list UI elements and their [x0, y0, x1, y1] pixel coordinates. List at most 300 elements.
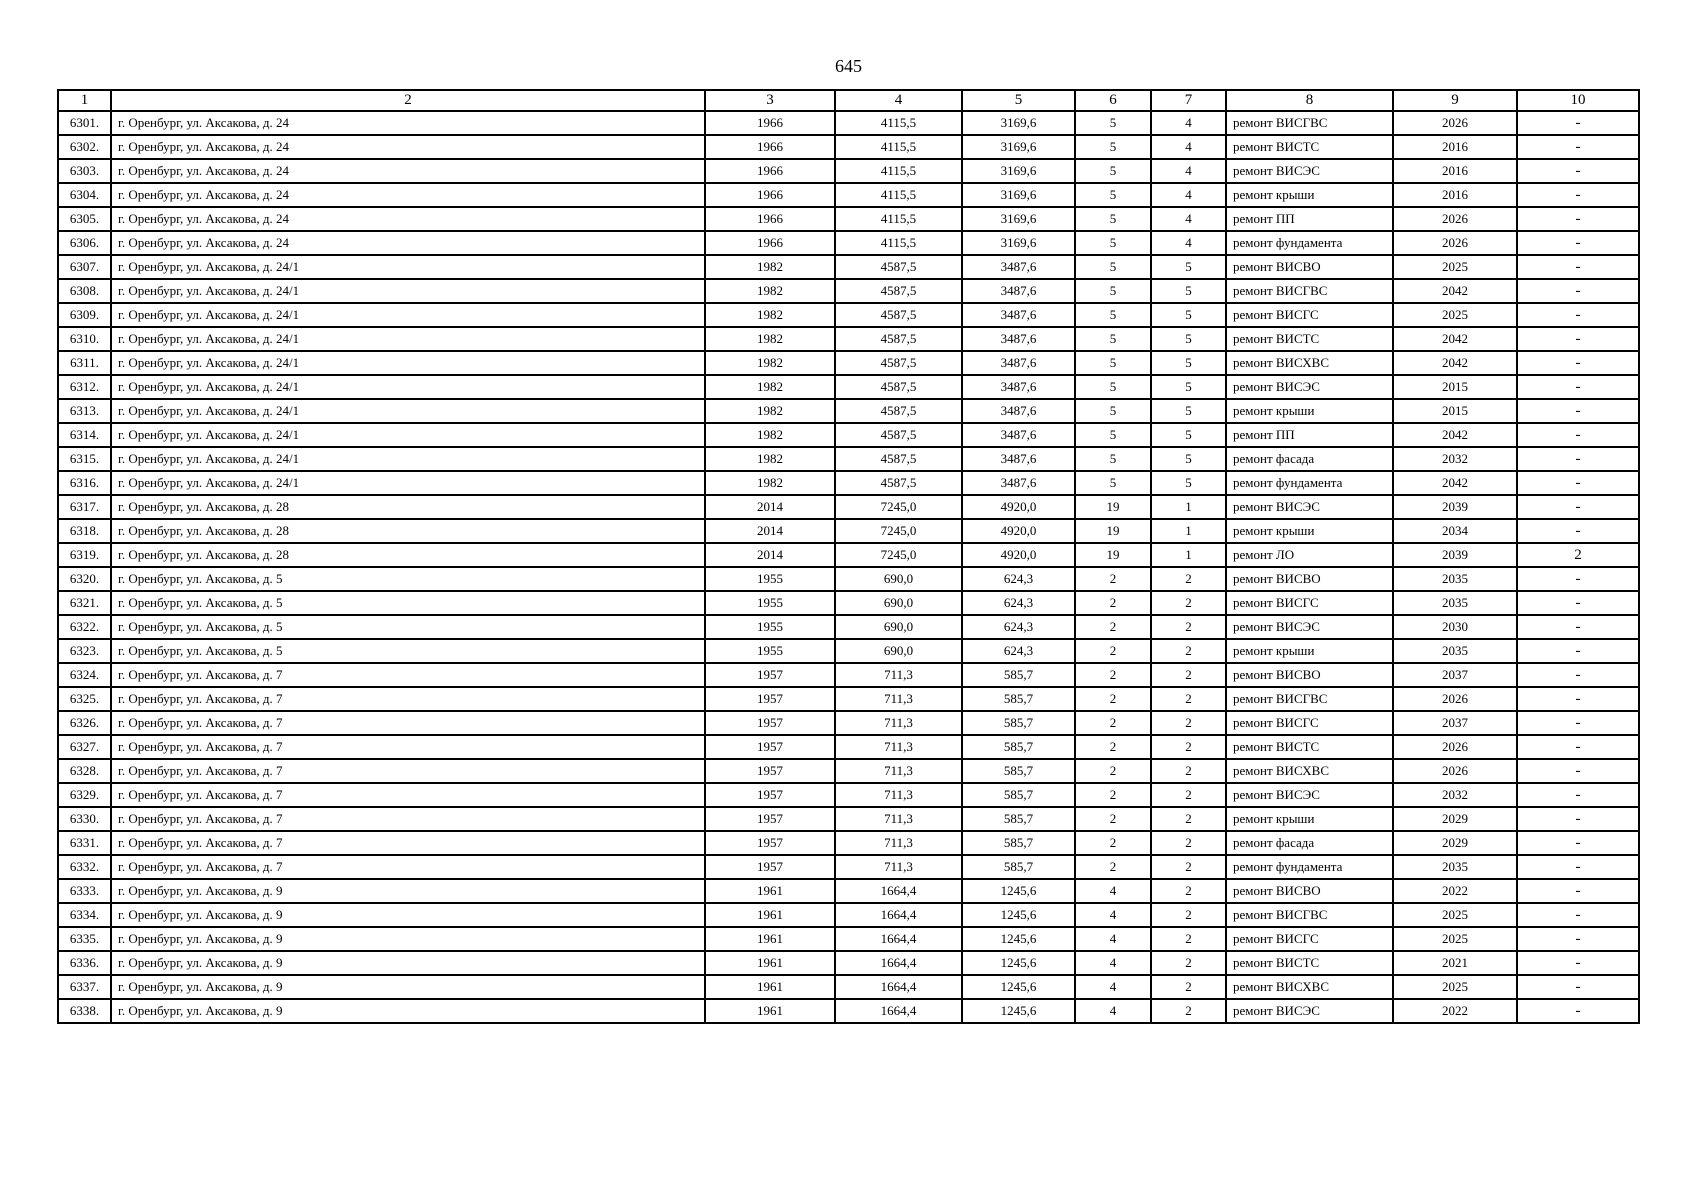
address-cell: г. Оренбург, ул. Аксакова, д. 24/1 [111, 375, 705, 399]
column-header: 10 [1517, 90, 1639, 111]
column-header: 9 [1393, 90, 1517, 111]
work-type-cell: ремонт ЛО [1226, 543, 1393, 567]
year-cell: 1982 [705, 399, 835, 423]
year-cell: 1957 [705, 735, 835, 759]
address-cell: г. Оренбург, ул. Аксакова, д. 24/1 [111, 447, 705, 471]
row-number: 6324. [58, 663, 111, 687]
table-row [58, 951, 1639, 975]
year-cell: 1957 [705, 831, 835, 855]
plan-year-cell: 2025 [1393, 903, 1517, 927]
work-type-cell: ремонт ВИСВО [1226, 567, 1393, 591]
plan-year-cell: 2026 [1393, 759, 1517, 783]
floors-cell: 5 [1075, 327, 1151, 351]
year-cell: 1957 [705, 855, 835, 879]
living-area-cell: 3487,6 [962, 255, 1075, 279]
plan-year-cell: 2035 [1393, 855, 1517, 879]
entrances-cell: 4 [1151, 183, 1226, 207]
row-number: 6312. [58, 375, 111, 399]
floors-cell: 2 [1075, 855, 1151, 879]
flag-cell: - [1517, 447, 1639, 471]
plan-year-cell: 2015 [1393, 399, 1517, 423]
table-row [58, 759, 1639, 783]
flag-cell: - [1517, 855, 1639, 879]
work-type-cell: ремонт ВИСТС [1226, 951, 1393, 975]
table-row [58, 351, 1639, 375]
entrances-cell: 5 [1151, 279, 1226, 303]
plan-year-cell: 2037 [1393, 663, 1517, 687]
living-area-cell: 1245,6 [962, 975, 1075, 999]
row-number: 6307. [58, 255, 111, 279]
plan-year-cell: 2022 [1393, 879, 1517, 903]
plan-year-cell: 2034 [1393, 519, 1517, 543]
address-cell: г. Оренбург, ул. Аксакова, д. 9 [111, 879, 705, 903]
floors-cell: 5 [1075, 399, 1151, 423]
entrances-cell: 2 [1151, 567, 1226, 591]
entrances-cell: 2 [1151, 927, 1226, 951]
floors-cell: 2 [1075, 711, 1151, 735]
entrances-cell: 5 [1151, 255, 1226, 279]
row-number: 6320. [58, 567, 111, 591]
table-row [58, 711, 1639, 735]
total-area-cell: 4587,5 [835, 447, 962, 471]
year-cell: 1957 [705, 807, 835, 831]
year-cell: 1955 [705, 567, 835, 591]
floors-cell: 5 [1075, 423, 1151, 447]
flag-cell: - [1517, 207, 1639, 231]
living-area-cell: 585,7 [962, 663, 1075, 687]
year-cell: 1966 [705, 111, 835, 135]
work-type-cell: ремонт ВИСЭС [1226, 495, 1393, 519]
flag-cell: - [1517, 927, 1639, 951]
floors-cell: 5 [1075, 471, 1151, 495]
entrances-cell: 4 [1151, 231, 1226, 255]
living-area-cell: 585,7 [962, 807, 1075, 831]
living-area-cell: 624,3 [962, 567, 1075, 591]
address-cell: г. Оренбург, ул. Аксакова, д. 24/1 [111, 351, 705, 375]
living-area-cell: 1245,6 [962, 879, 1075, 903]
entrances-cell: 1 [1151, 519, 1226, 543]
year-cell: 1957 [705, 783, 835, 807]
row-number: 6331. [58, 831, 111, 855]
work-type-cell: ремонт ВИСГВС [1226, 687, 1393, 711]
entrances-cell: 2 [1151, 975, 1226, 999]
floors-cell: 2 [1075, 807, 1151, 831]
address-cell: г. Оренбург, ул. Аксакова, д. 7 [111, 759, 705, 783]
floors-cell: 19 [1075, 495, 1151, 519]
row-number: 6328. [58, 759, 111, 783]
plan-year-cell: 2039 [1393, 495, 1517, 519]
table-row [58, 831, 1639, 855]
flag-cell: - [1517, 831, 1639, 855]
table-row [58, 471, 1639, 495]
year-cell: 1957 [705, 687, 835, 711]
year-cell: 1955 [705, 639, 835, 663]
work-type-cell: ремонт крыши [1226, 807, 1393, 831]
living-area-cell: 1245,6 [962, 951, 1075, 975]
address-cell: г. Оренбург, ул. Аксакова, д. 7 [111, 783, 705, 807]
address-cell: г. Оренбург, ул. Аксакова, д. 24 [111, 111, 705, 135]
address-cell: г. Оренбург, ул. Аксакова, д. 5 [111, 591, 705, 615]
address-cell: г. Оренбург, ул. Аксакова, д. 24/1 [111, 399, 705, 423]
year-cell: 1982 [705, 279, 835, 303]
entrances-cell: 2 [1151, 879, 1226, 903]
living-area-cell: 585,7 [962, 759, 1075, 783]
year-cell: 1961 [705, 879, 835, 903]
work-type-cell: ремонт ВИСЭС [1226, 783, 1393, 807]
flag-cell: - [1517, 591, 1639, 615]
total-area-cell: 711,3 [835, 783, 962, 807]
address-cell: г. Оренбург, ул. Аксакова, д. 5 [111, 567, 705, 591]
address-cell: г. Оренбург, ул. Аксакова, д. 28 [111, 495, 705, 519]
flag-cell: - [1517, 423, 1639, 447]
row-number: 6337. [58, 975, 111, 999]
year-cell: 2014 [705, 495, 835, 519]
living-area-cell: 3169,6 [962, 135, 1075, 159]
flag-cell: 2 [1517, 543, 1639, 567]
living-area-cell: 585,7 [962, 855, 1075, 879]
plan-year-cell: 2032 [1393, 783, 1517, 807]
total-area-cell: 690,0 [835, 639, 962, 663]
flag-cell: - [1517, 879, 1639, 903]
entrances-cell: 2 [1151, 663, 1226, 687]
living-area-cell: 3169,6 [962, 207, 1075, 231]
row-number: 6301. [58, 111, 111, 135]
living-area-cell: 3487,6 [962, 327, 1075, 351]
floors-cell: 5 [1075, 111, 1151, 135]
living-area-cell: 3487,6 [962, 423, 1075, 447]
address-cell: г. Оренбург, ул. Аксакова, д. 24/1 [111, 255, 705, 279]
row-number: 6314. [58, 423, 111, 447]
year-cell: 1966 [705, 207, 835, 231]
plan-year-cell: 2035 [1393, 591, 1517, 615]
row-number: 6310. [58, 327, 111, 351]
living-area-cell: 624,3 [962, 615, 1075, 639]
year-cell: 1957 [705, 663, 835, 687]
flag-cell: - [1517, 159, 1639, 183]
total-area-cell: 4587,5 [835, 375, 962, 399]
table-row [58, 327, 1639, 351]
flag-cell: - [1517, 759, 1639, 783]
living-area-cell: 624,3 [962, 639, 1075, 663]
work-type-cell: ремонт ВИСХВС [1226, 759, 1393, 783]
plan-year-cell: 2025 [1393, 255, 1517, 279]
year-cell: 1961 [705, 999, 835, 1023]
column-header: 5 [962, 90, 1075, 111]
floors-cell: 5 [1075, 135, 1151, 159]
table-row [58, 519, 1639, 543]
table-row [58, 855, 1639, 879]
flag-cell: - [1517, 639, 1639, 663]
table-row [58, 207, 1639, 231]
year-cell: 1957 [705, 759, 835, 783]
flag-cell: - [1517, 903, 1639, 927]
address-cell: г. Оренбург, ул. Аксакова, д. 24/1 [111, 303, 705, 327]
total-area-cell: 711,3 [835, 735, 962, 759]
entrances-cell: 2 [1151, 783, 1226, 807]
plan-year-cell: 2032 [1393, 447, 1517, 471]
address-cell: г. Оренбург, ул. Аксакова, д. 24 [111, 135, 705, 159]
plan-year-cell: 2042 [1393, 471, 1517, 495]
table-row [58, 783, 1639, 807]
work-type-cell: ремонт фундамента [1226, 231, 1393, 255]
flag-cell: - [1517, 303, 1639, 327]
living-area-cell: 1245,6 [962, 927, 1075, 951]
year-cell: 1966 [705, 135, 835, 159]
column-header: 4 [835, 90, 962, 111]
flag-cell: - [1517, 183, 1639, 207]
column-header: 1 [58, 90, 111, 111]
table-row [58, 279, 1639, 303]
year-cell: 1982 [705, 447, 835, 471]
row-number: 6334. [58, 903, 111, 927]
flag-cell: - [1517, 399, 1639, 423]
total-area-cell: 4115,5 [835, 135, 962, 159]
column-header: 6 [1075, 90, 1151, 111]
entrances-cell: 1 [1151, 495, 1226, 519]
year-cell: 1966 [705, 159, 835, 183]
work-type-cell: ремонт ВИСГС [1226, 927, 1393, 951]
table-row [58, 135, 1639, 159]
total-area-cell: 690,0 [835, 591, 962, 615]
total-area-cell: 4115,5 [835, 207, 962, 231]
plan-year-cell: 2039 [1393, 543, 1517, 567]
floors-cell: 2 [1075, 687, 1151, 711]
plan-year-cell: 2026 [1393, 207, 1517, 231]
flag-cell: - [1517, 519, 1639, 543]
column-header: 3 [705, 90, 835, 111]
total-area-cell: 4115,5 [835, 159, 962, 183]
work-type-cell: ремонт фасада [1226, 447, 1393, 471]
year-cell: 1982 [705, 303, 835, 327]
row-number: 6308. [58, 279, 111, 303]
total-area-cell: 711,3 [835, 831, 962, 855]
row-number: 6309. [58, 303, 111, 327]
total-area-cell: 7245,0 [835, 495, 962, 519]
living-area-cell: 1245,6 [962, 903, 1075, 927]
total-area-cell: 711,3 [835, 807, 962, 831]
total-area-cell: 1664,4 [835, 951, 962, 975]
address-cell: г. Оренбург, ул. Аксакова, д. 9 [111, 975, 705, 999]
entrances-cell: 5 [1151, 471, 1226, 495]
living-area-cell: 3487,6 [962, 303, 1075, 327]
flag-cell: - [1517, 567, 1639, 591]
living-area-cell: 3169,6 [962, 111, 1075, 135]
entrances-cell: 2 [1151, 807, 1226, 831]
total-area-cell: 4115,5 [835, 231, 962, 255]
entrances-cell: 5 [1151, 327, 1226, 351]
year-cell: 1982 [705, 375, 835, 399]
table-row [58, 231, 1639, 255]
entrances-cell: 2 [1151, 711, 1226, 735]
floors-cell: 4 [1075, 879, 1151, 903]
year-cell: 1982 [705, 327, 835, 351]
work-type-cell: ремонт ВИСГС [1226, 711, 1393, 735]
row-number: 6330. [58, 807, 111, 831]
table-row [58, 903, 1639, 927]
plan-year-cell: 2025 [1393, 303, 1517, 327]
address-cell: г. Оренбург, ул. Аксакова, д. 9 [111, 927, 705, 951]
entrances-cell: 4 [1151, 207, 1226, 231]
entrances-cell: 5 [1151, 423, 1226, 447]
table-row [58, 543, 1639, 567]
year-cell: 1966 [705, 231, 835, 255]
table-row [58, 999, 1639, 1023]
page-number: 645 [835, 56, 862, 76]
address-cell: г. Оренбург, ул. Аксакова, д. 24/1 [111, 423, 705, 447]
address-cell: г. Оренбург, ул. Аксакова, д. 9 [111, 999, 705, 1023]
address-cell: г. Оренбург, ул. Аксакова, д. 28 [111, 519, 705, 543]
table-header-row [58, 90, 1639, 111]
entrances-cell: 1 [1151, 543, 1226, 567]
table-row [58, 975, 1639, 999]
total-area-cell: 4587,5 [835, 471, 962, 495]
total-area-cell: 4587,5 [835, 351, 962, 375]
floors-cell: 2 [1075, 783, 1151, 807]
living-area-cell: 585,7 [962, 711, 1075, 735]
entrances-cell: 2 [1151, 831, 1226, 855]
total-area-cell: 1664,4 [835, 975, 962, 999]
floors-cell: 2 [1075, 567, 1151, 591]
flag-cell: - [1517, 111, 1639, 135]
flag-cell: - [1517, 951, 1639, 975]
year-cell: 1961 [705, 927, 835, 951]
entrances-cell: 2 [1151, 951, 1226, 975]
plan-year-cell: 2022 [1393, 999, 1517, 1023]
living-area-cell: 3487,6 [962, 351, 1075, 375]
entrances-cell: 2 [1151, 639, 1226, 663]
entrances-cell: 2 [1151, 855, 1226, 879]
table-body [58, 111, 1639, 1023]
plan-year-cell: 2026 [1393, 687, 1517, 711]
floors-cell: 19 [1075, 543, 1151, 567]
total-area-cell: 1664,4 [835, 999, 962, 1023]
floors-cell: 5 [1075, 183, 1151, 207]
address-cell: г. Оренбург, ул. Аксакова, д. 7 [111, 807, 705, 831]
table-row [58, 183, 1639, 207]
entrances-cell: 2 [1151, 903, 1226, 927]
total-area-cell: 7245,0 [835, 543, 962, 567]
table-row [58, 687, 1639, 711]
total-area-cell: 711,3 [835, 711, 962, 735]
table-row [58, 879, 1639, 903]
total-area-cell: 711,3 [835, 687, 962, 711]
entrances-cell: 5 [1151, 351, 1226, 375]
living-area-cell: 3487,6 [962, 279, 1075, 303]
table-row [58, 255, 1639, 279]
floors-cell: 5 [1075, 159, 1151, 183]
living-area-cell: 3487,6 [962, 447, 1075, 471]
total-area-cell: 1664,4 [835, 903, 962, 927]
table-row [58, 615, 1639, 639]
plan-year-cell: 2026 [1393, 231, 1517, 255]
total-area-cell: 690,0 [835, 615, 962, 639]
address-cell: г. Оренбург, ул. Аксакова, д. 24 [111, 207, 705, 231]
year-cell: 2014 [705, 543, 835, 567]
total-area-cell: 4587,5 [835, 303, 962, 327]
plan-year-cell: 2042 [1393, 279, 1517, 303]
flag-cell: - [1517, 351, 1639, 375]
flag-cell: - [1517, 735, 1639, 759]
living-area-cell: 4920,0 [962, 495, 1075, 519]
total-area-cell: 7245,0 [835, 519, 962, 543]
total-area-cell: 4587,5 [835, 423, 962, 447]
plan-year-cell: 2021 [1393, 951, 1517, 975]
column-header: 7 [1151, 90, 1226, 111]
work-type-cell: ремонт ВИСХВС [1226, 975, 1393, 999]
living-area-cell: 624,3 [962, 591, 1075, 615]
floors-cell: 2 [1075, 831, 1151, 855]
work-type-cell: ремонт крыши [1226, 183, 1393, 207]
row-number: 6311. [58, 351, 111, 375]
row-number: 6316. [58, 471, 111, 495]
flag-cell: - [1517, 327, 1639, 351]
flag-cell: - [1517, 135, 1639, 159]
plan-year-cell: 2030 [1393, 615, 1517, 639]
year-cell: 1982 [705, 351, 835, 375]
plan-year-cell: 2029 [1393, 807, 1517, 831]
year-cell: 1966 [705, 183, 835, 207]
plan-year-cell: 2042 [1393, 327, 1517, 351]
total-area-cell: 711,3 [835, 663, 962, 687]
plan-year-cell: 2037 [1393, 711, 1517, 735]
total-area-cell: 4587,5 [835, 279, 962, 303]
floors-cell: 4 [1075, 927, 1151, 951]
year-cell: 2014 [705, 519, 835, 543]
table-row [58, 423, 1639, 447]
year-cell: 1961 [705, 903, 835, 927]
address-cell: г. Оренбург, ул. Аксакова, д. 24/1 [111, 279, 705, 303]
floors-cell: 2 [1075, 639, 1151, 663]
entrances-cell: 5 [1151, 399, 1226, 423]
total-area-cell: 1664,4 [835, 879, 962, 903]
row-number: 6313. [58, 399, 111, 423]
table-row [58, 591, 1639, 615]
flag-cell: - [1517, 975, 1639, 999]
row-number: 6333. [58, 879, 111, 903]
living-area-cell: 3487,6 [962, 471, 1075, 495]
work-type-cell: ремонт ВИСВО [1226, 879, 1393, 903]
row-number: 6315. [58, 447, 111, 471]
entrances-cell: 4 [1151, 135, 1226, 159]
row-number: 6302. [58, 135, 111, 159]
row-number: 6322. [58, 615, 111, 639]
address-cell: г. Оренбург, ул. Аксакова, д. 24/1 [111, 471, 705, 495]
work-type-cell: ремонт крыши [1226, 639, 1393, 663]
plan-year-cell: 2026 [1393, 735, 1517, 759]
year-cell: 1961 [705, 975, 835, 999]
flag-cell: - [1517, 807, 1639, 831]
table-row [58, 735, 1639, 759]
living-area-cell: 3487,6 [962, 375, 1075, 399]
row-number: 6323. [58, 639, 111, 663]
table-row [58, 927, 1639, 951]
table-row [58, 399, 1639, 423]
registry-table [57, 89, 1640, 1024]
address-cell: г. Оренбург, ул. Аксакова, д. 7 [111, 663, 705, 687]
year-cell: 1982 [705, 423, 835, 447]
floors-cell: 4 [1075, 975, 1151, 999]
living-area-cell: 585,7 [962, 687, 1075, 711]
living-area-cell: 4920,0 [962, 519, 1075, 543]
address-cell: г. Оренбург, ул. Аксакова, д. 24 [111, 231, 705, 255]
work-type-cell: ремонт ВИСТС [1226, 135, 1393, 159]
row-number: 6327. [58, 735, 111, 759]
flag-cell: - [1517, 495, 1639, 519]
floors-cell: 5 [1075, 207, 1151, 231]
table-row [58, 447, 1639, 471]
living-area-cell: 585,7 [962, 735, 1075, 759]
entrances-cell: 2 [1151, 687, 1226, 711]
